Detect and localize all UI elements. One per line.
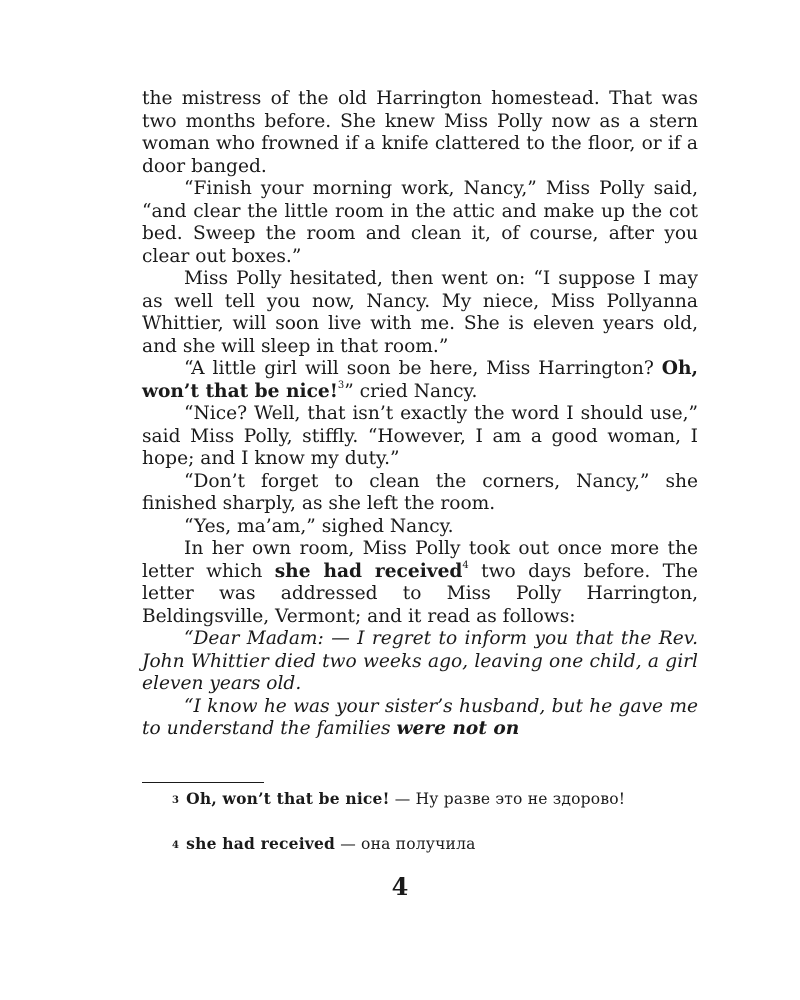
footnote-ref: 3	[337, 379, 345, 391]
bold-phrase: were not on	[396, 718, 520, 739]
footnote-translation: — она получила	[335, 835, 476, 853]
page-number: 4	[391, 872, 409, 901]
footnote-number: 3	[172, 795, 180, 806]
text-run: “A little girl will soon be here, Miss Harrington?	[184, 358, 662, 379]
paragraph	[142, 358, 698, 403]
text-run: In her own room, Miss Polly took out once more the letter which	[142, 538, 698, 582]
paragraph	[142, 178, 698, 268]
body-text	[142, 88, 698, 741]
text-run: “I know he was your sister’s husband, but he gave me to understand the families	[142, 695, 698, 739]
paragraph	[142, 403, 698, 471]
footnote-translation: — Ну разве это не здорово!	[389, 790, 626, 808]
text-run: two days before. The letter was addressed to Miss Polly Harrington, Beldingsville, Vermont; and it read as follows:	[142, 560, 698, 627]
text-run: “Dear Madam: — I regret to inform you that the Rev. John Whittier died two weeks ago, leaving one child, a girl eleven years old.	[142, 628, 698, 694]
paragraph	[142, 88, 698, 178]
bold-phrase: Oh, won’t that be nice!	[142, 358, 698, 402]
paragraph	[142, 268, 698, 358]
footnote-number: 4	[172, 840, 180, 851]
footnote-ref: 4	[462, 559, 469, 571]
paragraph	[142, 471, 698, 516]
text-run: “Don’t forget to clean the corners, Nancy,” she finished sharply, as she left the room.	[142, 470, 698, 514]
footnote-term: Oh, won’t that be nice!	[186, 789, 390, 808]
footnote-4	[142, 833, 698, 855]
text-run: Miss Polly hesitated, then went on: “I suppose I may as well tell you now, Nancy. My niece, Miss Pollyanna Whittier, will soon live with me. She is eleven years old, and she will sleep in that room.”	[142, 268, 698, 357]
text-run: “Nice? Well, that isn’t exactly the word I should use,” said Miss Polly, stiffly. “However, I am a good woman, I hope; and I know my duty.”	[142, 403, 698, 469]
paragraph	[142, 628, 698, 696]
paragraph	[142, 516, 698, 539]
text-run: ” cried Nancy.	[344, 380, 478, 402]
paragraph	[142, 696, 698, 741]
paragraph	[142, 538, 698, 628]
footnote-3	[142, 788, 698, 810]
bold-phrase: she had received	[274, 560, 463, 582]
text-run: “Yes, ma’am,” sighed Nancy.	[184, 515, 454, 537]
text-run: the mistress of the old Harrington homestead. That was two months before. She knew Miss Polly now as a stern woman who frowned if a knife clattered to the floor, or if a door banged.	[142, 88, 698, 177]
footnote-term: she had received	[186, 834, 336, 853]
text-run: “Finish your morning work, Nancy,” Miss Polly said, “and clear the little room in the attic and make up the cot bed. Sweep the room and clean it, of course, after you clear out boxes.”	[142, 178, 698, 267]
footnote-divider	[142, 782, 264, 783]
